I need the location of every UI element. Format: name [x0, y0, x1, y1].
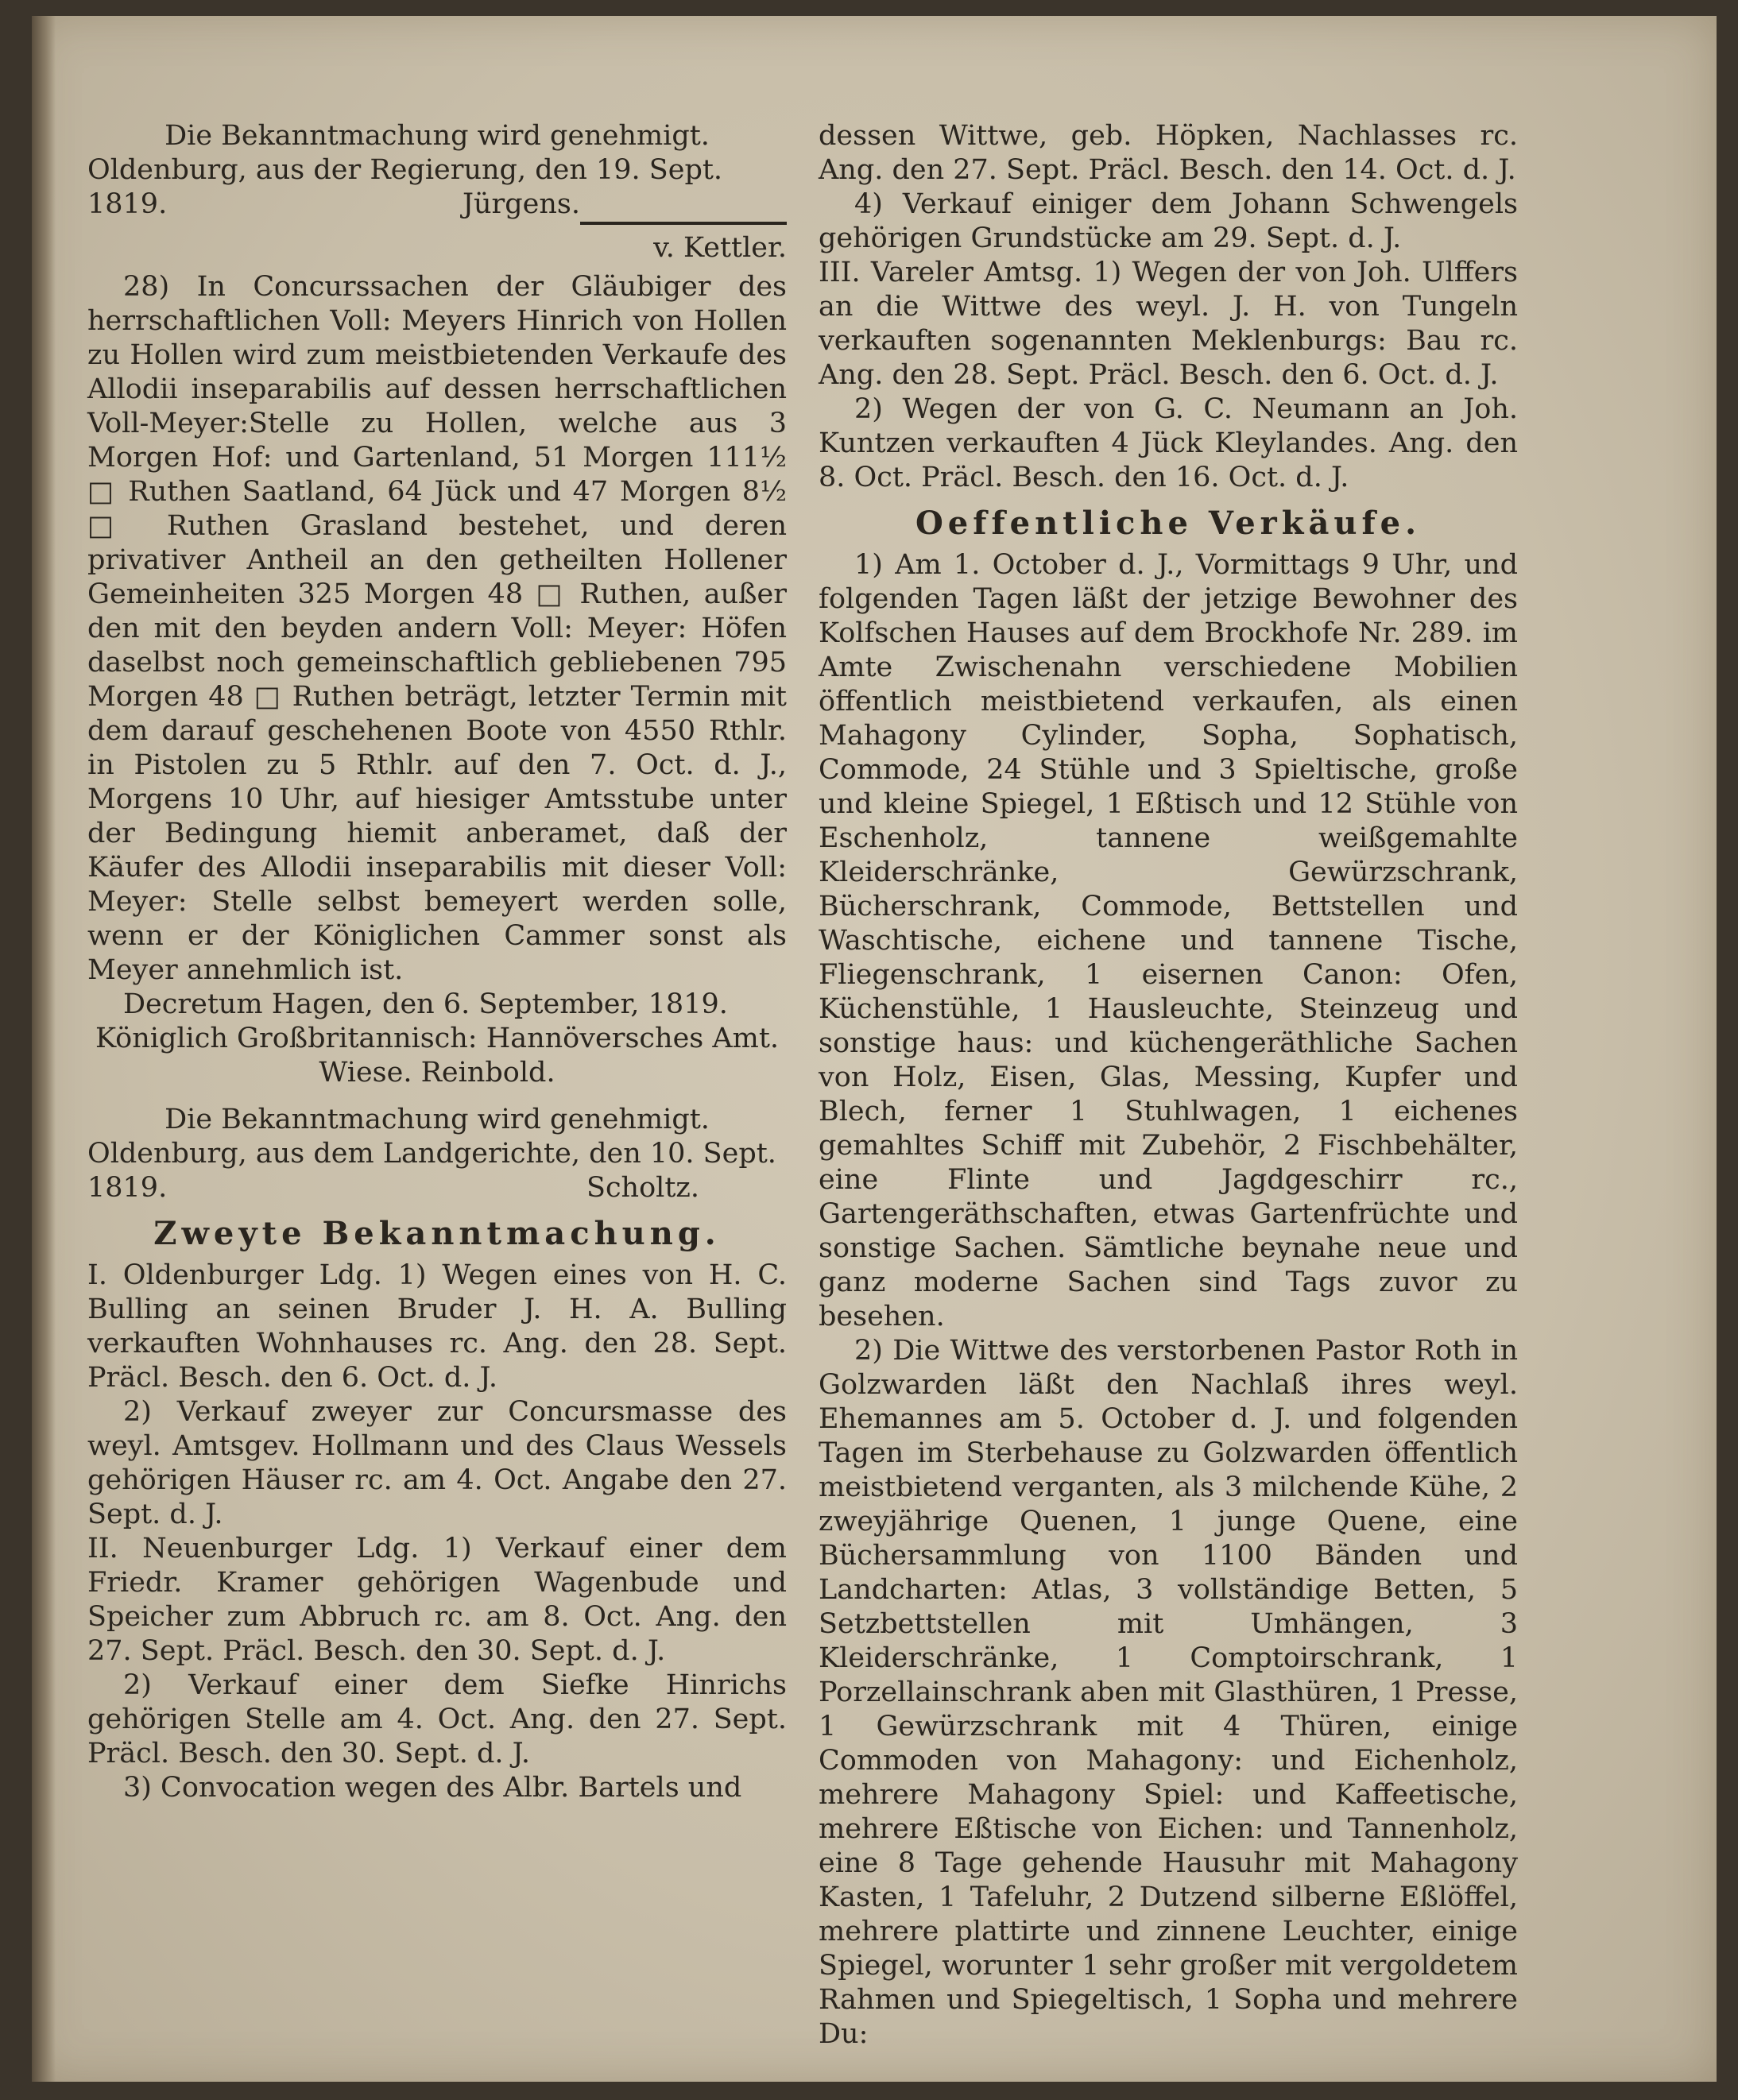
approval-heading-2: Die Bekanntmachung wird genehmigt. [165, 1104, 710, 1135]
sale-1: 1) Am 1. October d. J., Vormittags 9 Uhr, und folgenden Tagen läßt der jetzige Bewohner des Kolfschen Hauses auf dem Brockhofe Nr. 289. im Amte Zwischenahn verschiedene Mobilien öffentlich meistbietend verkaufen, als einen Mahagony Cylinder, Sopha, Sophatisch, Commode, 24 Stühle und 3 Spieltische, große und kleine Spiegel, 1 Eßtisch und 12 Stühle von Eschenholz, tannene weißgemahlte Kleiderschränke, Gewürzschrank, Bücherschrank, Commode, Bettstellen und Waschtische, eichene und tannene Tische, Fliegenschrank, 1 eisernen Canon: Ofen, Küchenstühle, 1 Hausleuchte, Steinzeug und sonstige haus: und küchengeräthliche Sachen von Holz, Eisen, Glas, Messing, Kupfer und Blech, ferner 1 Stuhlwagen, 1 eichenes gemahltes Schiff mit Zubehör, 2 Fischbehälter, eine Flinte und Jagdgeschirr rc., Gartengeräthschaften, etwas Gartenfrüchte und sonstige Sachen. Sämtliche beynahe neue und ganz moderne Sachen sind Tags zuvor zu besehen. [819, 549, 1518, 1332]
entry-neuenburger-3: 3) Convocation wegen des Albr. Bartels und [123, 1772, 742, 1804]
notice-28: 28) In Concurssachen der Gläubiger des herrschaftlichen Voll: Meyers Hinrich von Hollen zu Hollen wird zum meistbietenden Verkaufe des Allodii inseparabilis auf dessen herrschaftlichen Voll-Meyer:Stelle zu Hollen, welche aus 3 Morgen Hof: und Gartenland, 51 Morgen 111½ □ Ruthen Saatland, 64 Jück und 47 Morgen 8½ □ Ruthen Grasland bestehet, und deren privativer Antheil an den getheilten Hollener Gemeinheiten 325 Morgen 48 □ Ruthen, außer den mit den beyden andern Voll: Meyer: Höfen daselbst noch gemeinschaftlich gebliebenen 795 Morgen 48 □ Ruthen beträgt, letzter Termin mit dem darauf geschehenen Boote von 4550 Rthlr. in Pistolen zu 5 Rthlr. auf den 7. Oct. d. J., Morgens 10 Uhr, auf hiesiger Amtsstube unter der Bedingung hiemit anberamet, daß der Käufer des Allodii inseparabilis mit dieser Voll: Meyer: Stelle selbst bemeyert werden solle, wenn er der Königlichen Cammer sonst als Meyer annehmlich ist. [87, 271, 787, 986]
entry-oldenburger-2: 2) Verkauf zweyer zur Concursmasse des weyl. Amtsgev. Hollmann und des Claus Wessels gehörigen Häuser rc. am 4. Oct. Angabe den 27. Sept. d. J. [87, 1396, 787, 1530]
entry-oldenburger-4: 4) Verkauf einiger dem Johann Schwengels gehörigen Grundstücke am 29. Sept. d. J. [819, 188, 1518, 254]
signer-kettler: v. Kettler. [653, 232, 787, 264]
right-column [819, 119, 1518, 2052]
entry-continued: dessen Wittwe, geb. Höpken, Nachlasses rc. Ang. den 27. Sept. Präcl. Besch. den 14. Oct. d. J. [819, 120, 1518, 186]
separator-rule-row [87, 222, 787, 231]
entry-neuenburger-2: 2) Verkauf einer dem Siefke Hinrichs gehörigen Stelle am 4. Oct. Ang. den 27. Sept. Präcl. Besch. den 30. Sept. d. J. [87, 1669, 787, 1769]
signer-juergens: Jürgens. [462, 188, 580, 220]
approval-heading-1: Die Bekanntmachung wird genehmigt. [165, 120, 710, 152]
section-heading-verkaeufe: Oeffentliche Verkäufe. [915, 505, 1422, 542]
office-name: Königlich Großbritannisch: Hannöversches Amt. [95, 1023, 780, 1054]
book-gutter [32, 16, 56, 2082]
signature-line-2 [87, 1171, 787, 1205]
signature-line-1 [87, 188, 787, 222]
entry-vareler-2: 2) Wegen der von G. C. Neumann an Joh. Kuntzen verkauften 4 Jück Kleylandes. Ang. den 8. Oct. Präcl. Besch. den 16. Oct. d. J. [819, 393, 1518, 493]
year-1: 1819. [87, 188, 168, 220]
signers-wiese-reinbold: Wiese. Reinbold. [319, 1057, 555, 1089]
approval-place-date-1: Oldenburg, aus der Regierung, den 19. Sept. [87, 154, 723, 186]
signer-scholtz: Scholtz. [586, 1172, 699, 1204]
entry-neuenburger-1: II. Neuenburger Ldg. 1) Verkauf einer dem Friedr. Kramer gehörigen Wagenbude und Speicher zum Abbruch rc. am 8. Oct. Ang. den 27. Sept. Präcl. Besch. den 30. Sept. d. J. [87, 1533, 787, 1667]
sale-2: 2) Die Wittwe des verstorbenen Pastor Roth in Golzwarden läßt den Nachlaß ihres weyl. Ehemannes am 5. October d. J. und folgenden Tagen im Sterbehause zu Golzwarden öffentlich meistbietend verganten, als 3 milchende Kühe, 2 zweyjährige Quenen, 1 junge Quene, eine Büchersammlung von 1100 Bänden und Landcharten: Atlas, 3 vollständige Betten, 5 Setzbettstellen mit Umhängen, 3 Kleiderschränke, 1 Comptoirschrank, 1 Porzellainschrank aben mit Glasthüren, 1 Presse, 1 Gewürzschrank mit 4 Thüren, einige Commoden von Mahagony: und Eichenholz, mehrere Mahagony Spiel: und Kaffeetische, mehrere Eßtische von Eichen: und Tannenholz, eine 8 Tage gehende Hausuhr mit Mahagony Kasten, 1 Tafeluhr, 2 Dutzend silberne Eßlöffel, mehrere plattirte und zinnene Leuchter, einige Spiegel, worunter 1 sehr großer mit vergoldetem Rahmen und Spiegeltisch, 1 Sopha und mehrere Du: [819, 1335, 1518, 2050]
left-column [87, 119, 787, 1805]
approval-place-date-2: Oldenburg, aus dem Landgerichte, den 10. Sept. [87, 1138, 776, 1170]
section-heading-zweyte: Zweyte Bekanntmachung. [153, 1215, 721, 1252]
year-2: 1819. [87, 1172, 168, 1204]
entry-vareler-1: III. Vareler Amtsg. 1) Wegen der von Joh. Ulffers an die Wittwe des weyl. J. H. von Tungeln verkauften sogenannten Meklenburgs: Bau rc. Ang. den 28. Sept. Präcl. Besch. den 6. Oct. d. J. [819, 257, 1518, 391]
decretum-line: Decretum Hagen, den 6. September, 1819. [123, 988, 728, 1020]
separator-rule [580, 222, 787, 225]
entry-oldenburger-1: I. Oldenburger Ldg. 1) Wegen eines von H. C. Bulling an seinen Bruder J. H. A. Bulling verkauften Wohnhauses rc. Ang. den 28. Sept. Präcl. Besch. den 6. Oct. d. J. [87, 1259, 787, 1394]
